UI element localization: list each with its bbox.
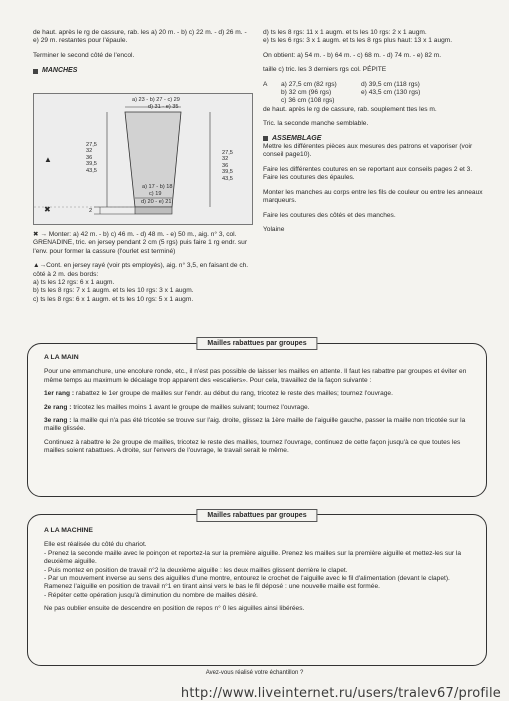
signature: Yolaine (263, 225, 285, 233)
left-column (33, 29, 251, 76)
machine-line-2: - Prenez la seconde maille avec le poinçon et reportez-la sur la première aiguille. Prenez les mailles sur la première aiguille et mettez-les sur la deuxième aiguille. (44, 549, 462, 566)
cont-text: ▲→Cont. en jersey rayé (voir pts employés), aig. n° 3,5, en faisant de ch. côté à 2 m. des bords: (33, 262, 249, 278)
box-hand-method (27, 340, 487, 497)
bottom-measure-3: d) 20 - e) 21 (141, 199, 172, 205)
bottom-measure-1: a) 17 - b) 18 (142, 184, 173, 190)
e-line: e) ts les 6 rgs: 3 x 1 augm. et ts les 8 rgs plus haut: 13 x 1 augm. (263, 37, 453, 45)
box1-subtitle: A LA MAIN (44, 354, 79, 361)
sizes-after: de haut. après le rg de cassure, rab. souplement ttes les m. (263, 105, 437, 113)
cross-marker-icon: ✖ (44, 205, 51, 214)
cont-b: b) ts les 8 rgs: 7 x 1 augm. et ts les 10 rgs: 3 x 1 augm. (33, 287, 194, 295)
assemblage-heading (263, 135, 483, 143)
left-column-lower (33, 231, 251, 304)
sleeve-diagram (33, 93, 253, 225)
size-a: a) 27,5 cm (82 rgs) (281, 80, 337, 88)
size-d: d) 39,5 cm (118 rgs) (361, 80, 420, 88)
box1-title: Mailles rabattues par groupes (196, 337, 317, 350)
footer-question: Avez-vous réalisé votre échantillon ? (205, 670, 304, 676)
assemblage-3: Faire les coutures des épaules. (263, 174, 355, 182)
rang3-label: 3e rang : (44, 417, 72, 425)
bottom-measure-2: c) 19 (149, 191, 162, 197)
sizes-table (263, 81, 483, 106)
size-b: b) 32 cm (96 rgs) (281, 89, 332, 97)
top-measure-1: a) 23 - b) 27 - c) 29 (132, 97, 180, 103)
intro-text-2: Terminer le second côté de l'encol. (33, 51, 135, 59)
rang2-label: 2e rang : (44, 403, 72, 411)
cont-c: c) ts les 8 rgs: 6 x 1 augm. et ts les 10 rgs: 5 x 1 augm. (33, 295, 194, 303)
triangle-marker-icon: ▲ (44, 155, 52, 164)
top-measure-2: d) 31 - e) 35 (148, 104, 179, 110)
box-machine-method (27, 514, 487, 666)
machine-line-6: Ne pas oublier ensuite de descendre en position de repos n° 0 les aiguilles ainsi libérées. (44, 605, 305, 613)
manches-title: MANCHES (42, 67, 78, 75)
machine-line-4: - Par un mouvement inverse au sens des aiguilles d'une montre, entourez le crochet de l'aiguille avec le fil d'alimentation (devant le clapet). Ramenez l'aiguille en position de travail n°1 en tirant ainsi vers le bas le fil déposé : une nouvelle maille est formée. (44, 575, 450, 591)
assemblage-1: Mettre les différentes pièces aux mesures des patrons et vaporiser (voir conseil page10). (263, 143, 473, 159)
intro-text-1: de haut. après le rg de cassure, rab. les a) 20 m. - b) c) 22 m. - d) 26 m. - e) 29 m. restantes pour l'épaule. (33, 29, 247, 45)
cont-a: a) ts les 12 rgs: 6 x 1 augm. (33, 279, 115, 287)
side-number: 2 (89, 208, 93, 214)
size-e: e) 43,5 cm (130 rgs) (361, 89, 421, 97)
left-measures: 27,5 32 36 39,5 43,5 (86, 142, 97, 174)
rang1-text: rabattez le 1er groupe de mailles sur l'endr. au début du rang, tricotez le reste des mailles; tournez l'ouvrage. (75, 390, 393, 398)
box2-subtitle: A LA MACHINE (44, 527, 93, 534)
right-measures: 27,5 32 36 39,5 43,5 (222, 150, 233, 182)
assemblage-5: Faire les coutures des côtés et des manches. (263, 211, 396, 219)
second-sleeve-text: Tric. la seconde manche semblable. (263, 120, 369, 128)
manches-heading (33, 67, 251, 75)
rang2-text: tricotez les mailles moins 1 avant le groupe de mailles suivant; tournez l'ouvrage. (73, 403, 310, 411)
monter-text: ✖ → Monter: a) 42 m. - b) c) 46 m. - d) 48 m. - e) 50 m., aig. n° 3, col. GRENADINE, tric. en jersey pendant 2 cm (5 rgs) puis faire 1 rg endr. sur l'env. pour former la cassure (l'ourlet est terminé) (33, 231, 248, 255)
taille-text: taille c) tric. les 3 derniers rgs col. PÉPITE (263, 66, 387, 74)
d-line: d) ts les 8 rgs: 11 x 1 augm. et ts les 10 rgs: 2 x 1 augm. (263, 29, 427, 36)
rang3-text: la maille qui n'a pas été tricotée se trouve sur l'aig. droite, glissez la 1ère maille de l'aiguille gauche, passer la maille non tricotée sur la maille glissée. (44, 417, 466, 433)
box1-continue: Continuez à rabattre le 2e groupe de mailles, tricotez le reste des mailles, tournez l'ouvrage, continuez de cette façon jusqu'à ce que toutes les mailles soient rabattues. A droite, sur l'envers de l'ouvrage, le travail serait le même. (44, 438, 461, 455)
assemblage-4: Monter les manches au corps entre les fils de couleur ou entre les anneaux marqueurs. (263, 188, 483, 205)
section-square-icon (33, 69, 38, 74)
machine-line-3: - Puis montez en position de travail n°2 la deuxième aiguille : les deux mailles glissent derrière le clapet. (44, 566, 348, 574)
machine-line-1: Elle est réalisée du côté du chariot. (44, 541, 147, 549)
section-square-icon (263, 136, 268, 141)
box2-title: Mailles rabattues par groupes (196, 509, 317, 522)
obtient-text: On obtient: a) 54 m. - b) 64 m. - c) 68 m. - d) 74 m. - e) 82 m. (263, 51, 442, 59)
sizes-prefix: A (263, 80, 268, 88)
box1-intro: Pour une emmanchure, une encolure ronde, etc., il n'est pas possible de laisser les mailles en attente. Il faut les rabattre par groupes et éviter en même temps au maximum le décalage trop apparent des «escaliers». Pour cela, travaillez de la façon suivante : (44, 368, 467, 384)
assemblage-title: ASSEMBLAGE (272, 134, 322, 142)
rang1-label: 1er rang : (44, 390, 75, 398)
right-column (263, 29, 483, 234)
assemblage-2: Faire les différentes coutures en se reportant aux conseils pages 2 et 3. (263, 165, 473, 173)
size-c: c) 36 cm (108 rgs) (281, 97, 335, 105)
machine-line-5: - Répéter cette opération jusqu'à diminution du nombre de mailles désiré. (44, 591, 258, 599)
watermark-url: http://www.liveinternet.ru/users/tralev67/profile (180, 685, 501, 701)
